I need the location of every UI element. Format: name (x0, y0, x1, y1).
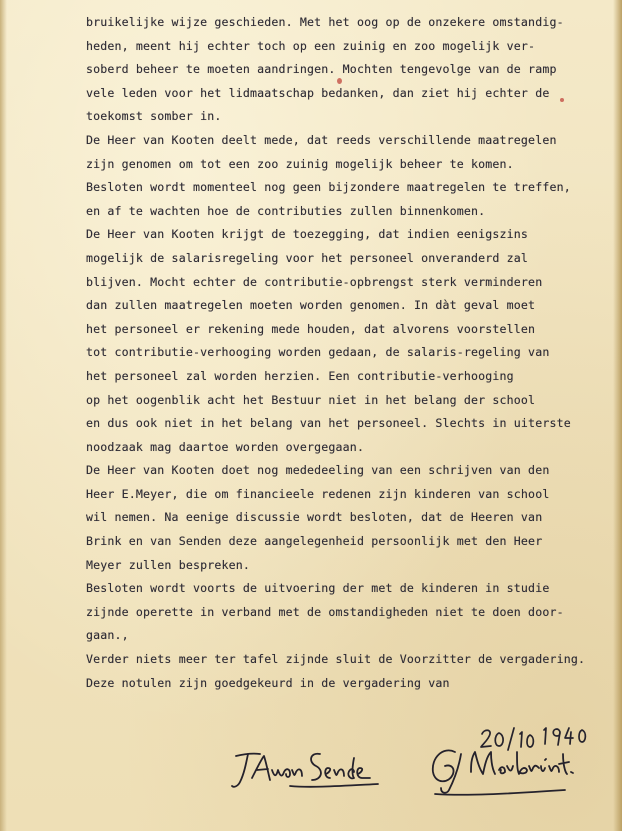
typed-line: en af te wachten hoe de contributies zullen binnenkomen. (86, 203, 486, 218)
typed-line: toekomst somber in. (86, 109, 222, 124)
typed-line: Meyer zullen bespreken. (86, 557, 250, 572)
typed-line: noodzaak mag daartoe worden overgegaan. (86, 439, 365, 454)
typed-line: op het oogenblik acht het Bestuur niet in het belang der school (86, 392, 536, 407)
typed-line: het personeel er rekening mede houden, dat alvorens voorstellen (86, 321, 536, 336)
signature-left (230, 748, 380, 798)
typed-line: blijven. Mocht echter de contributie-opbrengst sterk verminderen (86, 274, 543, 289)
typed-line: en dus ook niet in het belang van het personeel. Slechts in uiterste (86, 416, 571, 431)
typed-line: Heer E.Meyer, die om financieele redenen zijn kinderen van school (86, 486, 550, 501)
typed-line: Deze notulen zijn goedgekeurd in de vergadering van (86, 675, 450, 690)
typed-line: mogelijk de salarisregeling voor het personeel onveranderd zal (86, 250, 529, 265)
typed-line: bruikelijke wijze geschieden. Met het oog op de onzekere omstandig- (86, 15, 564, 29)
typed-line: De Heer van Kooten doet nog mededeeling van een schrijven van den (86, 463, 550, 478)
typed-line: wil nemen. Na eenige discussie wordt besloten, dat de Heeren van (86, 510, 543, 525)
typed-line: Brink en van Senden deze aangelegenheid persoonlijk met den Heer (86, 534, 543, 549)
typed-line: Besloten wordt momenteel nog geen bijzondere maatregelen te treffen, (86, 180, 571, 195)
typed-line: heden, meent hij echter toch op een zuinig en zoo mogelijk ver- (86, 38, 536, 53)
paper-left-edge (0, 0, 7, 831)
signature-right (425, 744, 585, 800)
red-ink-stain (560, 98, 564, 102)
typed-minutes-text (86, 11, 616, 695)
red-ink-stain (337, 78, 342, 84)
typed-line: vele leden voor het lidmaatschap bedanken, dan ziet hij echter de (86, 85, 550, 100)
typed-line: Verder niets meer ter tafel zijnde sluit de Voorzitter de vergadering. (86, 652, 586, 667)
typed-line: De Heer van Kooten deelt mede, dat reeds verschillende maatregelen (86, 132, 557, 147)
typed-line: het personeel zal worden herzien. Een contributie-verhooging (86, 368, 514, 383)
typed-line: soberd beheer te moeten aandringen. Mochten tengevolge van de ramp (86, 62, 557, 77)
typed-line: zijn genomen om tot een zoo zuinig mogelijk beheer te komen. (86, 156, 514, 171)
typed-line: De Heer van Kooten krijgt de toezegging, dat indien eenigszins (86, 227, 529, 242)
typed-line: dan zullen maatregelen moeten worden genomen. In dàt geval moet (86, 298, 536, 313)
typed-line: gaan., (86, 628, 129, 643)
typed-line: zijnde operette in verband met de omstandigheden niet te doen door- (86, 604, 564, 619)
typed-line: Besloten wordt voorts de uitvoering der met de kinderen in studie (86, 581, 550, 596)
typed-line: tot contributie-verhooging worden gedaan, de salaris-regeling van (86, 345, 550, 360)
